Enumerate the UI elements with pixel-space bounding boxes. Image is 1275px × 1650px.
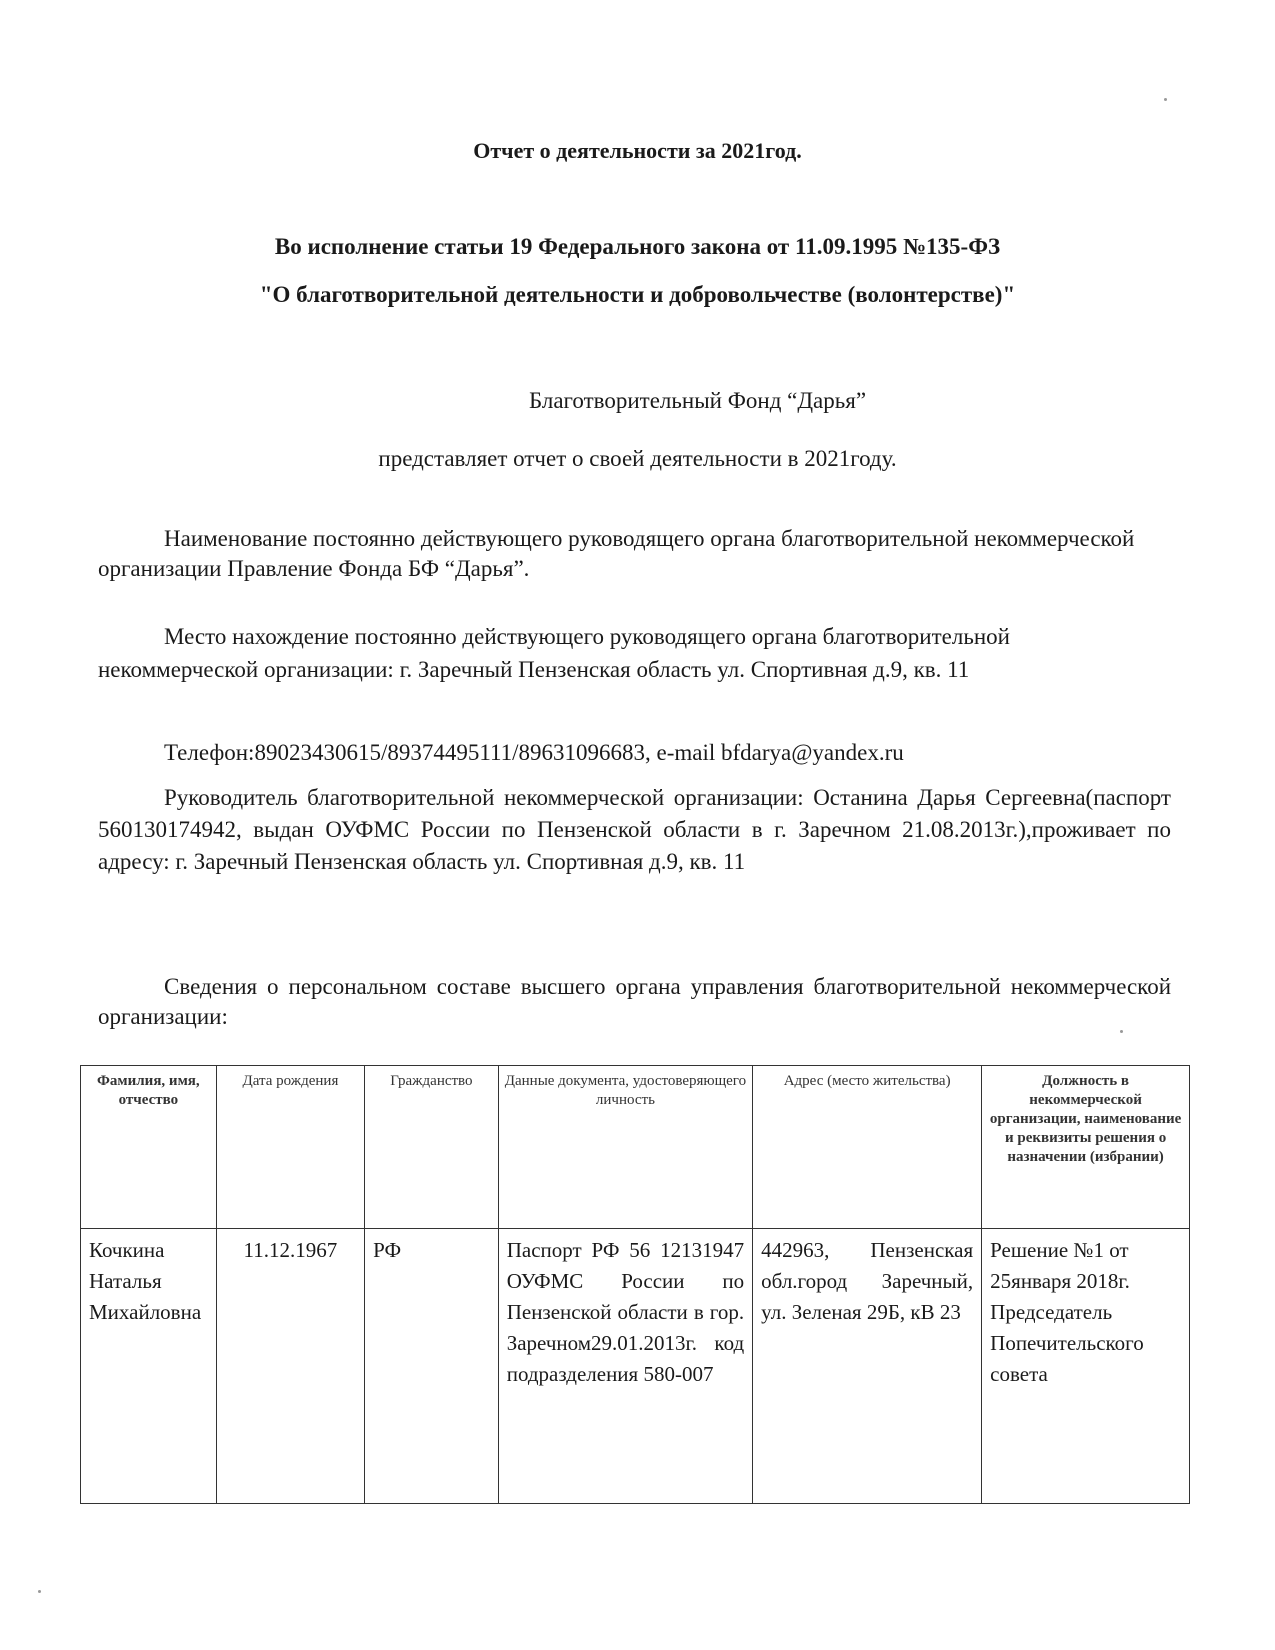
header-full-name: Фамилия, имя, отчество xyxy=(81,1066,217,1229)
cell-position: Решение №1 от 25января 2018г. Председатель Попечительского совета xyxy=(982,1229,1190,1504)
governing-organ-text: Наименование постоянно действующего руководящего органа благотворительной некоммерческой организации Правление Фонда БФ “Дарья”. xyxy=(98,526,1135,581)
law-reference-line1: Во исполнение статьи 19 Федерального закона от 11.09.1995 №135-ФЗ xyxy=(274,234,1001,259)
cell-birth-date: 11.12.1967 xyxy=(216,1229,364,1504)
scan-speck xyxy=(38,1590,41,1593)
cell-id-document: Паспорт РФ 56 12131947 ОУФМС России по Пензенской области в гор. Заречном29.01.2013г. код подразделения 580-007 xyxy=(498,1229,752,1504)
table-row xyxy=(81,1229,1190,1504)
location-paragraph xyxy=(98,620,1171,686)
law-reference-line2: "О благотворительной деятельности и добровольчестве (волонтерстве)" xyxy=(259,282,1016,307)
header-birth-date: Дата рождения xyxy=(216,1066,364,1229)
header-id-document: Данные документа, удостоверяющего личность xyxy=(498,1066,752,1229)
head-paragraph xyxy=(98,782,1171,878)
head-text: Руководитель благотворительной некоммерческой организации: Останина Дарья Сергеевна(паспорт 560130174942, выдан ОУФМС России по Пензенской области в г. Заречном 21.08.2013г.),проживает по адресу: г. Заречный Пензенская область ул. Спортивная д.9, кв. 11 xyxy=(98,785,1171,874)
fund-name: Благотворительный Фонд “Дарья” xyxy=(528,388,867,413)
governing-organ-paragraph xyxy=(98,524,1171,584)
scan-speck xyxy=(1120,1030,1123,1033)
location-text: Место нахождение постоянно действующего руководящего органа благотворительной некоммерческой организации: г. Заречный Пензенская область ул. Спортивная д.9, кв. 11 xyxy=(98,624,1010,682)
contacts-paragraph xyxy=(98,738,1171,768)
governing-body-table xyxy=(80,1065,1190,1504)
contacts-text: Телефон:89023430615/89374495111/89631096683, e-mail bfdarya@yandex.ru xyxy=(164,740,904,765)
header-address: Адрес (место жительства) xyxy=(753,1066,982,1229)
header-position: Должность в некоммерческой организации, наименование и реквизиты решения о назначении (избрании) xyxy=(982,1066,1190,1229)
presents-line: представляет отчет о своей деятельности в 2021году. xyxy=(378,446,897,471)
cell-citizenship: РФ xyxy=(365,1229,499,1504)
header-citizenship: Гражданство xyxy=(365,1066,499,1229)
cell-full-name: Кочкина Наталья Михайловна xyxy=(81,1229,217,1504)
report-title: Отчет о деятельности за 2021год. xyxy=(473,138,802,163)
cell-address: 442963, Пензенская обл.город Заречный, ул. Зеленая 29Б, кВ 23 xyxy=(753,1229,982,1504)
table-header-row xyxy=(81,1066,1190,1229)
persons-intro-text: Сведения о персональном составе высшего органа управления благотворительной некоммерческой организации: xyxy=(98,974,1171,1029)
persons-intro-paragraph xyxy=(98,972,1171,1032)
scan-speck xyxy=(1164,98,1167,101)
